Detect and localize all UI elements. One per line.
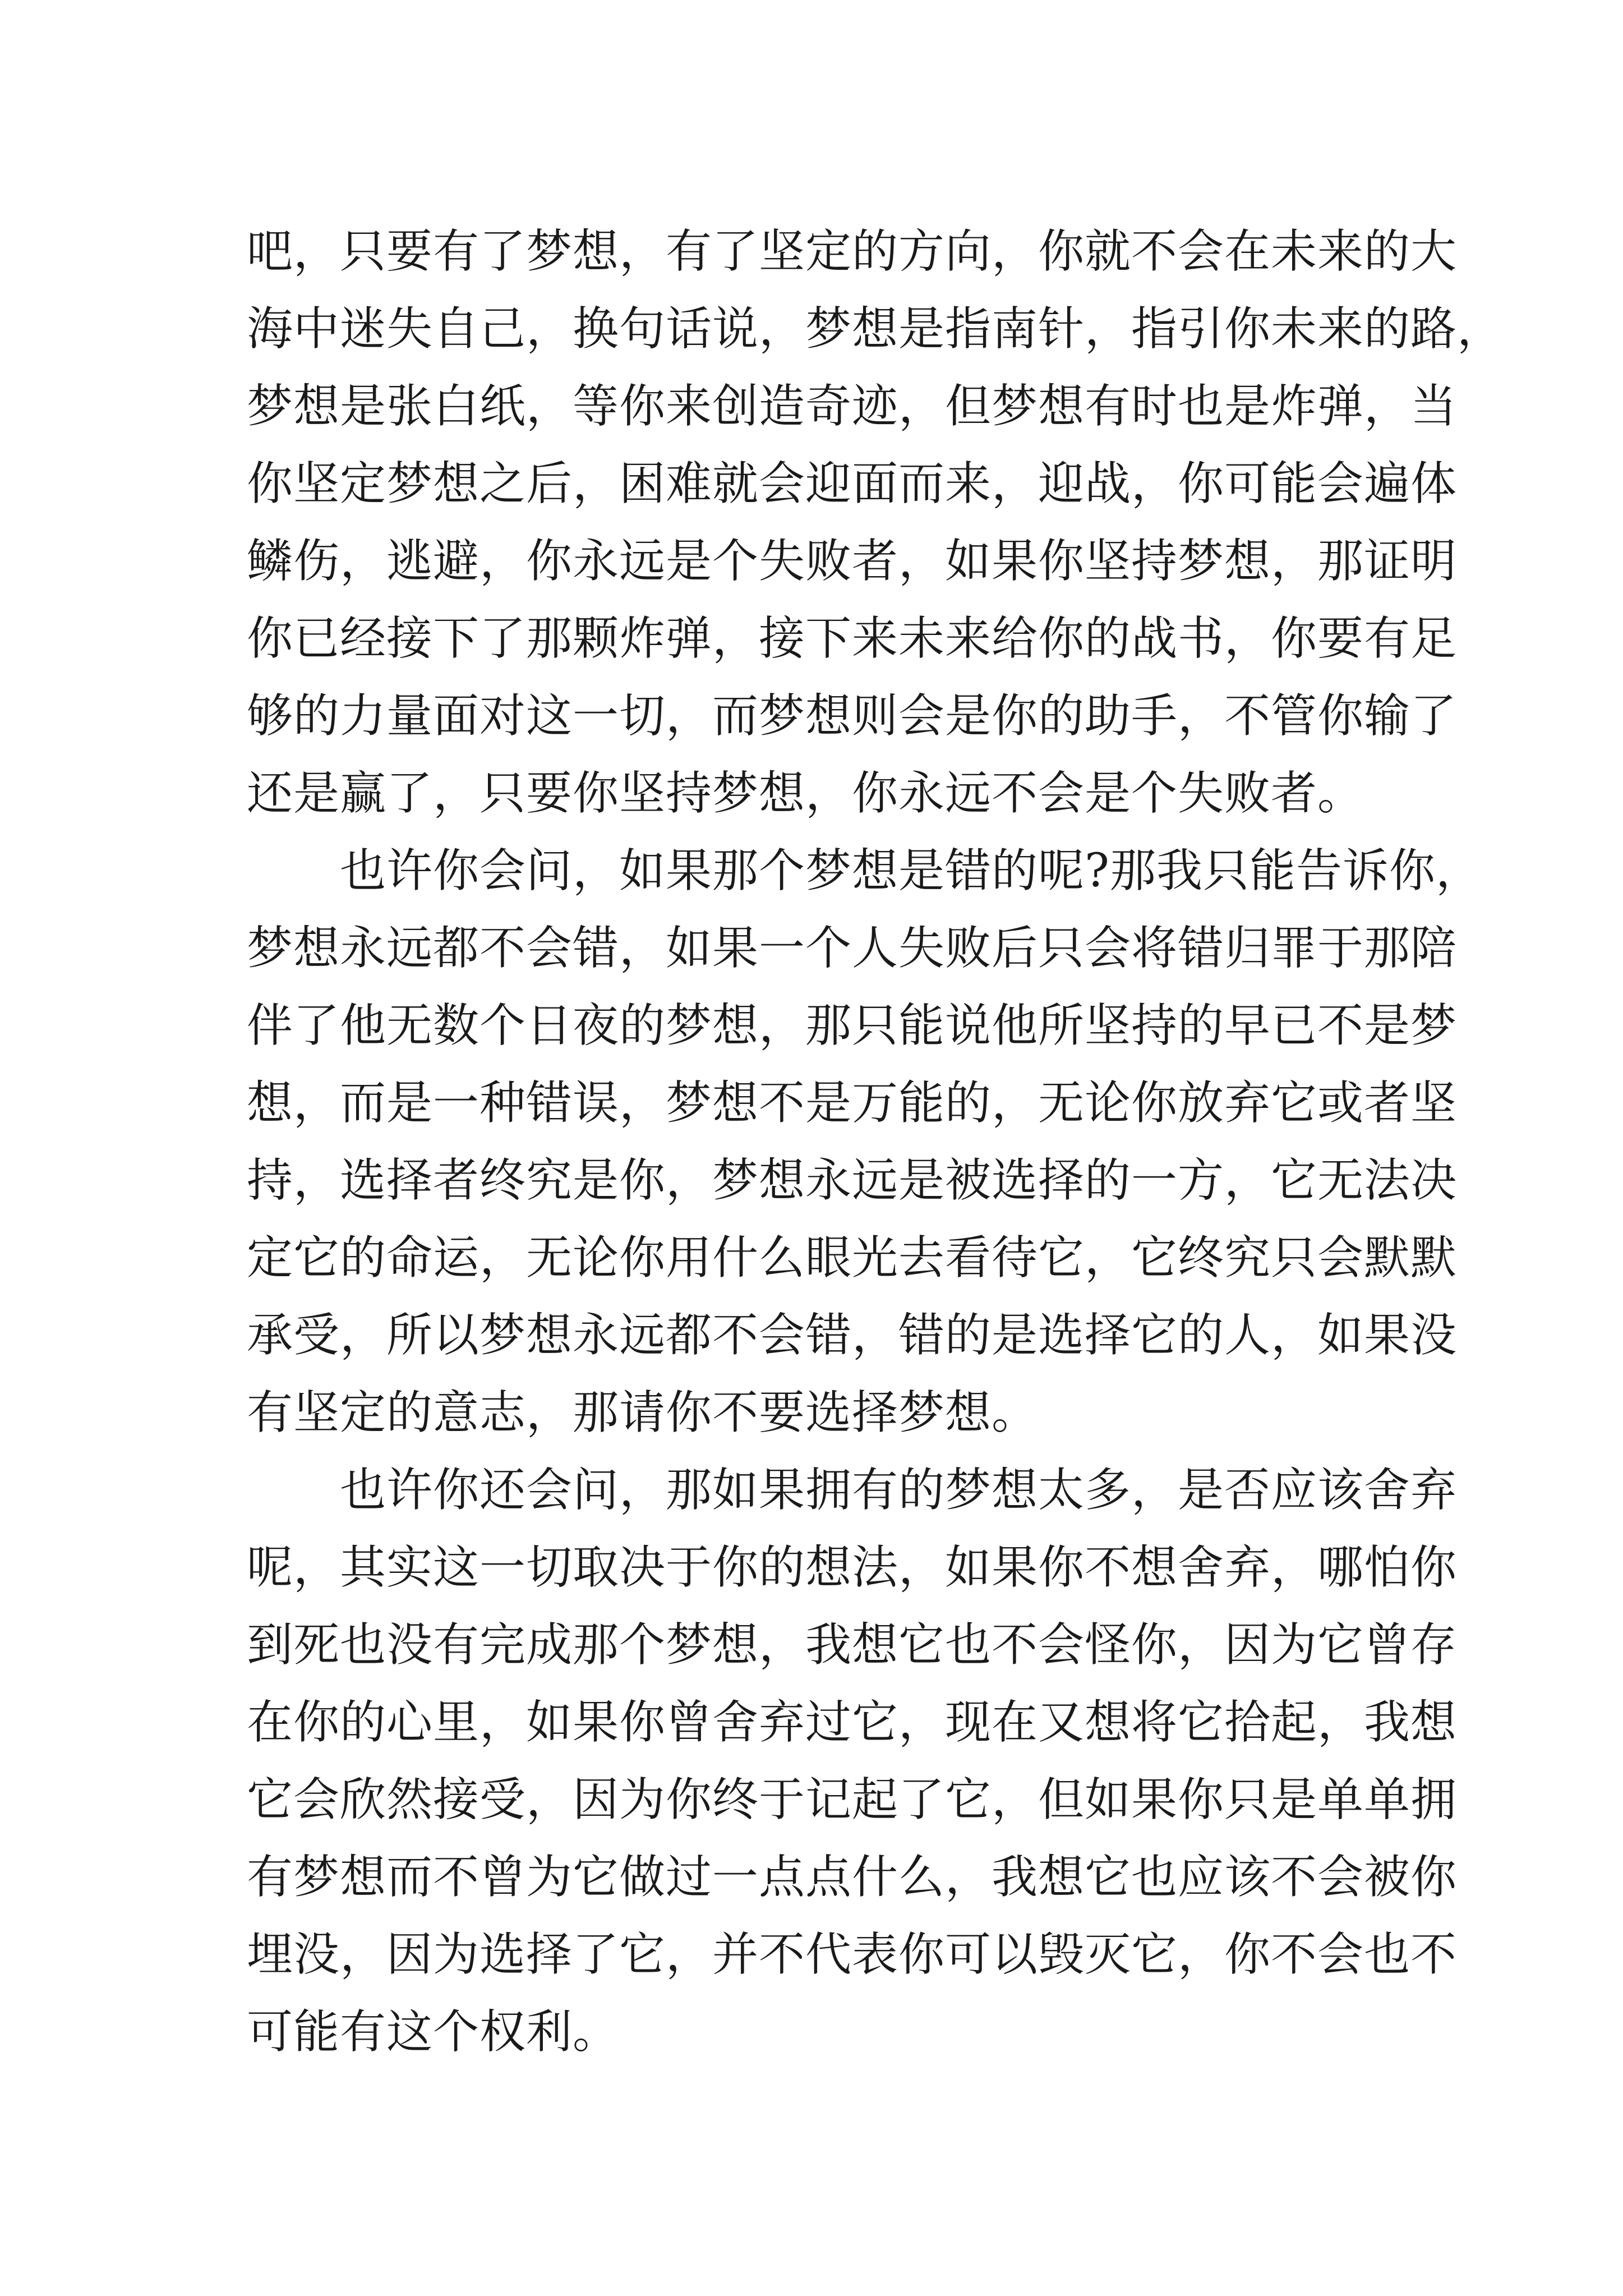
text-line: 定它的命运，无论你用什么眼光去看待它，它终究只会默默 — [247, 1231, 1458, 1285]
text-line: 你坚定梦想之后，困难就会迎面而来，迎战，你可能会遍体 — [247, 457, 1458, 510]
text-line: 够的力量面对这一切，而梦想则会是你的助手，不管你输了 — [247, 689, 1458, 743]
text-line: 还是赢了，只要你坚持梦想，你永远不会是个失败者。 — [247, 767, 1364, 820]
text-line: 持，选择者终究是你，梦想永远是被选择的一方，它无法决 — [247, 1154, 1458, 1207]
text-line: 也许你还会问，那如果拥有的梦想太多，是否应该舍弃 — [247, 1464, 1458, 1517]
text-line: 鳞伤，逃避，你永远是个失败者，如果你坚持梦想，那证明 — [247, 535, 1458, 588]
text-line: 海中迷失自己，换句话说，梦想是指南针，指引你未来的路， — [247, 302, 1504, 356]
text-line: 可能有这个权利。 — [247, 2005, 620, 2059]
text-line: 想，而是一种错误，梦想不是万能的，无论你放弃它或者坚 — [247, 1076, 1458, 1130]
text-line: 也许你会问，如果那个梦想是错的呢?那我只能告诉你， — [247, 844, 1482, 898]
text-line: 到死也没有完成那个梦想，我想它也不会怪你，因为它曾存 — [247, 1618, 1458, 1672]
text-line: 埋没，因为选择了它，并不代表你可以毁灭它，你不会也不 — [247, 1928, 1458, 1981]
text-line: 承受，所以梦想永远都不会错，错的是选择它的人，如果没 — [247, 1309, 1458, 1362]
text-line: 有坚定的意志，那请你不要选择梦想。 — [247, 1386, 1039, 1439]
text-line: 你已经接下了那颗炸弹，接下来未来给你的战书，你要有足 — [247, 612, 1458, 665]
text-line: 梦想永远都不会错，如果一个人失败后只会将错归罪于那陪 — [247, 922, 1458, 975]
text-line: 它会欣然接受，因为你终于记起了它，但如果你只是单单拥 — [247, 1773, 1458, 1826]
text-line: 伴了他无数个日夜的梦想，那只能说他所坚持的早已不是梦 — [247, 999, 1458, 1052]
text-line: 有梦想而不曾为它做过一点点什么，我想它也应该不会被你 — [247, 1851, 1458, 1904]
text-line: 梦想是张白纸，等你来创造奇迹，但梦想有时也是炸弹，当 — [247, 380, 1458, 433]
body-text — [247, 213, 1504, 2071]
text-line: 吧，只要有了梦想，有了坚定的方向，你就不会在未来的大 — [247, 225, 1458, 278]
text-line: 呢，其实这一切取决于你的想法，如果你不想舍弃，哪怕你 — [247, 1541, 1458, 1594]
text-line: 在你的心里，如果你曾舍弃过它，现在又想将它拾起，我想 — [247, 1696, 1458, 1749]
